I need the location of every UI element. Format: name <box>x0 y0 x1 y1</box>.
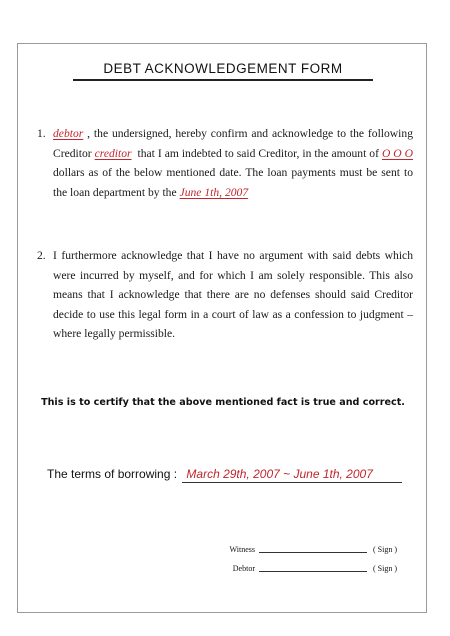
debtor-field[interactable]: debtor <box>53 127 84 140</box>
terms-label: The terms of borrowing : <box>47 467 178 481</box>
paragraph-1-text-b: that I am indebted to said Creditor, in the amount of <box>137 146 379 160</box>
paragraph-1-text-c: dollars as of the below mentioned date. The loan payments must be sent to the loan department by the <box>53 166 413 199</box>
witness-label: Witness <box>229 545 255 554</box>
creditor-field[interactable]: creditor <box>94 146 132 160</box>
witness-sign-note: ( Sign ) <box>373 545 397 554</box>
paragraph-2-number: 2. <box>37 249 46 262</box>
certification-statement: This is to certify that the above mentioned fact is true and correct. <box>41 397 405 408</box>
paragraph-1-body <box>53 124 413 202</box>
paragraph-2 <box>37 246 413 344</box>
due-date-field[interactable]: June 1th, 2007 <box>179 185 249 199</box>
witness-signature-row <box>223 545 397 554</box>
terms-of-borrowing <box>47 467 402 483</box>
paragraph-1-number: 1. <box>37 127 46 140</box>
debtor-sign-note: ( Sign ) <box>373 564 397 573</box>
witness-signature-line[interactable] <box>259 552 367 553</box>
paragraph-1 <box>37 124 413 202</box>
amount-field[interactable]: O O O <box>381 146 414 160</box>
paragraph-2-text: I furthermore acknowledge that I have no argument with said debts which were incurred by myself, and for which I am solely responsible. This also means that I acknowledge that there are no defenses should said Creditor decide to use this legal form in a court of law as a confession to judgment – where legally permissible. <box>53 249 413 341</box>
form-title: DEBT ACKNOWLEDGEMENT FORM <box>73 61 373 81</box>
debtor-signature-line[interactable] <box>259 571 367 572</box>
document-page <box>17 43 427 613</box>
debtor-label: Debtor <box>232 564 255 573</box>
terms-value-field[interactable]: March 29th, 2007 ~ June 1th, 2007 <box>182 467 402 483</box>
paragraph-1-text-a: , the undersigned, hereby confirm and acknowledge to the following Creditor <box>53 127 413 160</box>
debtor-signature-row <box>223 564 397 573</box>
